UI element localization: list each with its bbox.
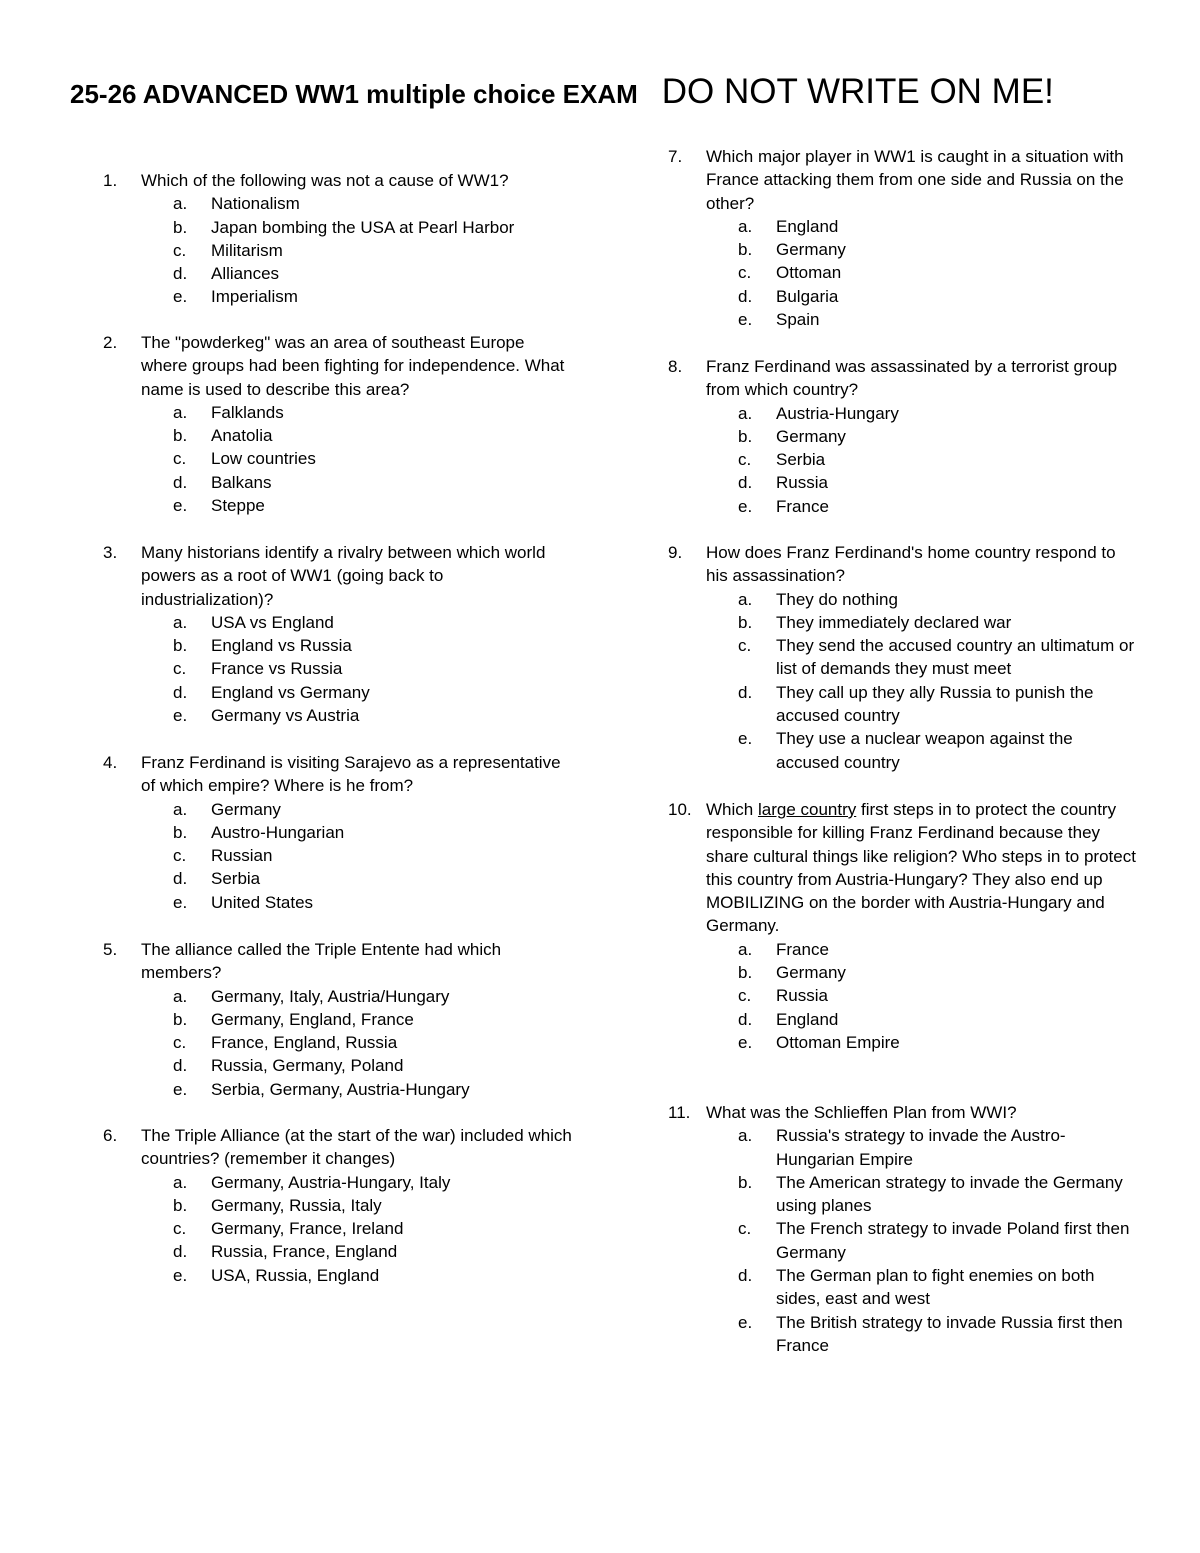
option-letter: b. — [738, 612, 753, 632]
option-letter: c. — [738, 1219, 752, 1239]
option-text: USA vs England — [211, 612, 334, 632]
option-letter: d. — [173, 682, 188, 702]
option-list — [668, 588, 1138, 774]
option-text: Germany, France, Ireland — [211, 1219, 404, 1239]
question-10 — [668, 798, 1138, 1054]
option-text: Russia — [776, 986, 828, 1006]
option-letter: a. — [738, 1126, 753, 1146]
question-text: Which major player in WW1 is caught in a situation with France attacking them from one side and Russia on the other? — [706, 147, 1124, 213]
option-list — [103, 611, 573, 727]
option-letter: b. — [173, 426, 188, 446]
question-number: 6. — [103, 1126, 118, 1145]
option-b — [103, 424, 573, 447]
option-a — [103, 985, 573, 1008]
option-e — [103, 494, 573, 517]
option-letter: a. — [738, 589, 753, 609]
option-letter: b. — [173, 1009, 188, 1029]
option-letter: a. — [738, 403, 753, 423]
option-text: Russia — [776, 473, 828, 493]
option-d — [103, 867, 573, 890]
question-number: 11. — [668, 1103, 691, 1122]
option-letter: e. — [738, 496, 753, 516]
option-letter: b. — [738, 426, 753, 446]
option-letter: d. — [173, 869, 188, 889]
option-c — [103, 447, 573, 470]
option-text: France — [776, 496, 829, 516]
option-letter: a. — [738, 939, 753, 959]
question-number: 8. — [668, 357, 683, 376]
option-letter: c. — [738, 263, 752, 283]
question-9 — [668, 541, 1138, 774]
question-text: Which of the following was not a cause of WW1? — [141, 171, 509, 190]
option-d — [668, 1008, 1138, 1031]
option-a — [668, 215, 1138, 238]
option-letter: b. — [173, 217, 188, 237]
option-c — [103, 1217, 573, 1240]
option-text: Falklands — [211, 402, 284, 422]
option-d — [103, 471, 573, 494]
option-letter: c. — [173, 240, 187, 260]
question-7 — [668, 145, 1138, 331]
option-d — [668, 681, 1138, 728]
option-text: Germany, England, France — [211, 1009, 414, 1029]
option-letter: b. — [738, 963, 753, 983]
question-3 — [103, 541, 573, 727]
option-text: Serbia — [776, 450, 826, 470]
option-text: Germany — [776, 240, 846, 260]
question-text — [706, 798, 1138, 938]
option-list — [103, 985, 573, 1101]
option-text: They do nothing — [776, 589, 898, 609]
question-number: 10. — [668, 800, 692, 819]
option-b — [668, 961, 1138, 984]
option-text: They call up they ally Russia to punish the accused country — [776, 682, 1094, 726]
option-c — [103, 239, 573, 262]
option-e — [668, 727, 1138, 774]
option-a — [668, 588, 1138, 611]
option-letter: e. — [738, 729, 753, 749]
option-e — [103, 891, 573, 914]
option-letter: e. — [173, 1265, 188, 1285]
option-letter: e. — [738, 1032, 753, 1052]
option-text: Serbia — [211, 869, 261, 889]
option-letter: d. — [738, 473, 753, 493]
option-text: Austro-Hungarian — [211, 822, 345, 842]
option-list — [103, 1171, 573, 1287]
option-e — [103, 704, 573, 727]
question-text: Franz Ferdinand is visiting Sarajevo as a representative of which empire? Where is he from? — [141, 753, 561, 796]
underlined-phrase: large country — [757, 800, 857, 819]
option-text: England vs Germany — [211, 682, 370, 702]
option-text: France — [776, 939, 829, 959]
option-d — [668, 285, 1138, 308]
option-text: Nationalism — [211, 194, 300, 214]
option-text: Germany, Austria-Hungary, Italy — [211, 1172, 451, 1192]
option-a — [103, 401, 573, 424]
option-a — [103, 192, 573, 215]
option-text: USA, Russia, England — [211, 1265, 380, 1285]
option-letter: e. — [738, 310, 753, 330]
question-text: The alliance called the Triple Entente had which members? — [141, 940, 502, 983]
option-b — [103, 1194, 573, 1217]
option-letter: d. — [173, 1242, 188, 1262]
option-text: Russia, Germany, Poland — [211, 1056, 404, 1076]
option-text: France, England, Russia — [211, 1033, 398, 1053]
question-text-start: Which — [706, 800, 758, 819]
option-e — [668, 1311, 1138, 1358]
option-text: They use a nuclear weapon against the accused country — [776, 729, 1073, 772]
option-letter: e. — [173, 1079, 188, 1099]
option-letter: b. — [173, 636, 188, 656]
option-list — [668, 938, 1138, 1054]
option-text: England vs Russia — [211, 636, 352, 656]
question-number: 5. — [103, 940, 118, 959]
option-list — [668, 215, 1138, 331]
option-text: The German plan to fight enemies on both sides, east and west — [776, 1266, 1095, 1309]
option-text: Russian — [211, 846, 273, 866]
option-b — [668, 425, 1138, 448]
question-4 — [103, 751, 573, 914]
option-text: England — [776, 216, 839, 236]
option-letter: c. — [173, 659, 187, 679]
exam-title: 25-26 ADVANCED WW1 multiple choice EXAM — [70, 79, 638, 109]
question-number: 7. — [668, 147, 683, 166]
option-text: Ottoman — [776, 263, 842, 283]
option-b — [668, 611, 1138, 634]
exam-header — [70, 72, 1054, 112]
question-text-rest: first steps in to protect the country responsible for killing Franz Ferdinand because they share cultural things like religion? Who steps in to protect this country from Austria-Hungary? They also end up MOBILIZING on the border with Austria-Hungary and Germany. — [706, 800, 1136, 936]
option-letter: d. — [738, 1009, 753, 1029]
option-text: Germany — [211, 799, 281, 819]
option-e — [103, 1078, 573, 1101]
option-text: Militarism — [211, 240, 283, 260]
option-list — [103, 192, 573, 308]
question-text: Franz Ferdinand was assassinated by a terrorist group from which country? — [706, 357, 1118, 400]
option-letter: c. — [738, 636, 752, 656]
option-a — [668, 1124, 1138, 1171]
question-text: How does Franz Ferdinand's home country respond to his assassination? — [706, 543, 1116, 586]
option-d — [668, 471, 1138, 494]
option-text: Germany — [776, 426, 846, 446]
option-text: Alliances — [211, 264, 280, 284]
option-text: Germany, Italy, Austria/Hungary — [211, 986, 450, 1006]
option-text: Germany vs Austria — [211, 706, 360, 726]
option-letter: c. — [173, 1033, 187, 1053]
question-8 — [668, 355, 1138, 518]
option-list — [103, 798, 573, 914]
option-d — [103, 1054, 573, 1077]
option-letter: d. — [173, 1056, 188, 1076]
option-text: France vs Russia — [211, 659, 343, 679]
option-letter: c. — [738, 450, 752, 470]
option-e — [668, 1031, 1138, 1054]
question-2 — [103, 331, 573, 517]
option-text: The American strategy to invade the Germany using planes — [776, 1172, 1123, 1216]
option-a — [668, 938, 1138, 961]
option-letter: e. — [173, 892, 188, 912]
option-c — [103, 1031, 573, 1054]
option-text: Austria-Hungary — [776, 403, 899, 423]
option-text: Germany — [776, 963, 846, 983]
option-letter: a. — [173, 194, 188, 214]
option-text: The French strategy to invade Poland first then Germany — [776, 1219, 1130, 1262]
option-text: Japan bombing the USA at Pearl Harbor — [211, 217, 515, 237]
question-text: What was the Schlieffen Plan from WWI? — [706, 1103, 1017, 1122]
option-c — [103, 844, 573, 867]
option-letter: e. — [173, 706, 188, 726]
option-text: United States — [211, 892, 314, 912]
option-text: Serbia, Germany, Austria-Hungary — [211, 1079, 470, 1099]
option-d — [103, 262, 573, 285]
option-letter: c. — [173, 1219, 187, 1239]
option-letter: d. — [738, 286, 753, 306]
option-letter: e. — [173, 287, 188, 307]
option-c — [668, 448, 1138, 471]
question-5 — [103, 938, 573, 1101]
option-c — [668, 261, 1138, 284]
option-list — [103, 401, 573, 517]
option-b — [103, 634, 573, 657]
option-list — [668, 402, 1138, 518]
option-text: Low countries — [211, 449, 316, 469]
option-c — [103, 657, 573, 680]
option-text: England — [776, 1009, 839, 1029]
option-a — [103, 798, 573, 821]
option-c — [668, 1217, 1138, 1264]
option-e — [103, 1264, 573, 1287]
option-b — [668, 238, 1138, 261]
option-letter: a. — [738, 216, 753, 236]
question-1 — [103, 169, 573, 309]
option-b — [103, 821, 573, 844]
option-letter: e. — [173, 496, 188, 516]
do-not-write-warning: DO NOT WRITE ON ME! — [661, 72, 1054, 111]
option-letter: c. — [738, 986, 752, 1006]
option-letter: d. — [738, 682, 753, 702]
option-a — [668, 402, 1138, 425]
option-letter: a. — [173, 402, 188, 422]
option-d — [103, 1240, 573, 1263]
question-number: 2. — [103, 333, 118, 352]
question-text: The "powderkeg" was an area of southeast Europe where groups had been fighting for independence. What name is used to describe this area? — [141, 333, 565, 399]
option-b — [668, 1171, 1138, 1218]
question-number: 3. — [103, 543, 118, 562]
option-e — [103, 285, 573, 308]
option-text: Germany, Russia, Italy — [211, 1195, 382, 1215]
question-text: Many historians identify a rivalry between which world powers as a root of WW1 (going back to industrialization)? — [141, 543, 546, 609]
option-letter: a. — [173, 1172, 188, 1192]
option-letter: c. — [173, 449, 187, 469]
option-d — [103, 681, 573, 704]
option-a — [103, 1171, 573, 1194]
option-text: Russia, France, England — [211, 1242, 398, 1262]
option-letter: b. — [738, 240, 753, 260]
option-text: Bulgaria — [776, 286, 839, 306]
option-letter: c. — [173, 846, 187, 866]
option-letter: b. — [173, 822, 188, 842]
option-letter: e. — [738, 1312, 753, 1332]
option-text: They send the accused country an ultimatum or list of demands they must meet — [776, 636, 1135, 679]
option-c — [668, 634, 1138, 681]
option-text: Imperialism — [211, 287, 298, 307]
option-letter: a. — [173, 986, 188, 1006]
option-letter: d. — [173, 472, 188, 492]
question-11 — [668, 1101, 1138, 1357]
question-6 — [103, 1124, 573, 1287]
option-letter: b. — [173, 1195, 188, 1215]
option-letter: b. — [738, 1172, 753, 1192]
option-b — [103, 216, 573, 239]
option-a — [103, 611, 573, 634]
option-text: Russia's strategy to invade the Austro-Hungarian Empire — [776, 1126, 1066, 1169]
option-d — [668, 1264, 1138, 1311]
option-text: Ottoman Empire — [776, 1032, 900, 1052]
option-letter: d. — [738, 1266, 753, 1286]
option-c — [668, 984, 1138, 1007]
option-b — [103, 1008, 573, 1031]
option-text: They immediately declared war — [776, 612, 1012, 632]
option-list — [668, 1124, 1138, 1357]
option-letter: a. — [173, 799, 188, 819]
option-text: Spain — [776, 310, 820, 330]
option-letter: d. — [173, 264, 188, 284]
option-text: Steppe — [211, 496, 265, 516]
question-text: The Triple Alliance (at the start of the war) included which countries? (remember it changes) — [141, 1126, 572, 1169]
option-text: The British strategy to invade Russia first then France — [776, 1312, 1123, 1355]
option-e — [668, 308, 1138, 331]
option-text: Anatolia — [211, 426, 273, 446]
option-letter: a. — [173, 612, 188, 632]
question-number: 4. — [103, 753, 118, 772]
option-e — [668, 495, 1138, 518]
question-number: 1. — [103, 171, 118, 190]
question-number: 9. — [668, 543, 683, 562]
option-text: Balkans — [211, 472, 272, 492]
